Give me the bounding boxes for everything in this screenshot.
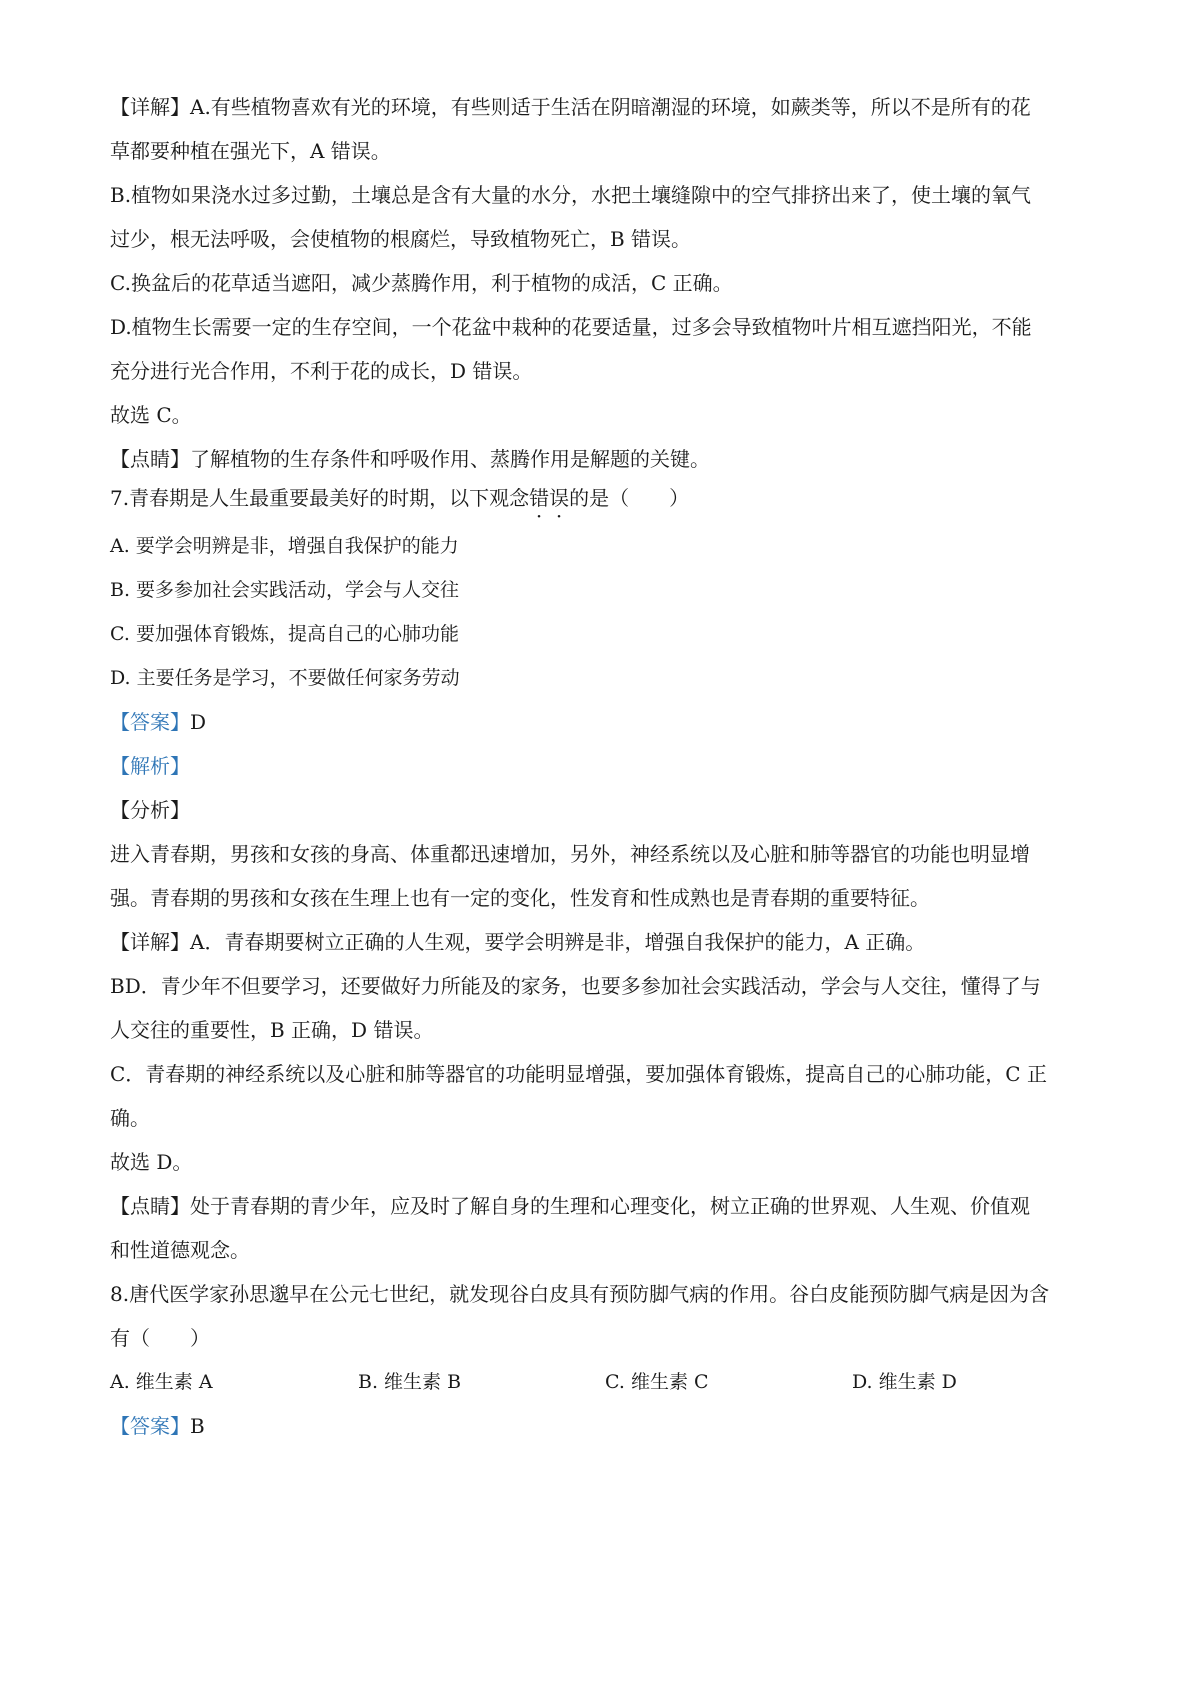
- question-7-option-c: C. 要加强体育锻炼，提高自己的心肺功能: [110, 623, 459, 645]
- fenxi-line-1: 进入青春期，男孩和女孩的身高、体重都迅速增加，另外，神经系统以及心脏和肺等器官的功能也明显增: [110, 842, 1030, 866]
- question-8-option-b: B. 维生素 B: [358, 1371, 462, 1393]
- choice-line-7: 故选 D。: [110, 1150, 193, 1174]
- answer-value: D: [190, 710, 207, 734]
- choice-line-6: 故选 C。: [110, 403, 192, 427]
- detail-d-line-2: 充分进行光合作用，不利于花的成长，D 错误。: [110, 359, 533, 383]
- detail-a-line-1: 【详解】A.有些植物喜欢有光的环境，有些则适于生活在阴暗潮湿的环境，如蕨类等，所以不是所有的花: [110, 95, 1031, 119]
- fenxi-line-2: 强。青春期的男孩和女孩在生理上也有一定的变化，性发育和性成熟也是青春期的重要特征。: [110, 886, 930, 910]
- answer-label: 【答案】: [110, 710, 190, 734]
- question-8-option-c: C. 维生素 C: [605, 1371, 709, 1393]
- fenxi-label: 【分析】: [110, 798, 190, 822]
- comment-line-7-1: 【点睛】处于青春期的青少年，应及时了解自身的生理和心理变化，树立正确的世界观、人生观、价值观: [110, 1194, 1030, 1218]
- question-8-option-d: D. 维生素 D: [852, 1371, 957, 1393]
- comment-line-6: 【点睛】了解植物的生存条件和呼吸作用、蒸腾作用是解题的关键。: [110, 447, 710, 471]
- question-7-emphasis-2: 误: [549, 486, 570, 510]
- question-7-stem-post: 的是（ ）: [569, 486, 690, 510]
- detail-a-line-q7: 【详解】A．青春期要树立正确的人生观，要学会明辨是非，增强自我保护的能力，A 正确。: [110, 930, 926, 954]
- question-7-option-a: A. 要学会明辨是非，增强自我保护的能力: [110, 535, 459, 557]
- question-8-option-a: A. 维生素 A: [110, 1371, 213, 1393]
- question-7-stem-pre: 7.青春期是人生最重要最美好的时期，以下观念: [110, 486, 530, 510]
- detail-bd-line-1: BD．青少年不但要学习，还要做好力所能及的家务，也要多参加社会实践活动，学会与人交往，懂得了与: [110, 974, 1041, 998]
- detail-bd-line-2: 人交往的重要性，B 正确，D 错误。: [110, 1018, 434, 1042]
- detail-c-line-q7-1: C．青春期的神经系统以及心脏和肺等器官的功能明显增强，要加强体育锻炼，提高自己的心肺功能，C 正: [110, 1062, 1047, 1086]
- comment-line-7-2: 和性道德观念。: [110, 1238, 250, 1262]
- question-7-option-d: D. 主要任务是学习，不要做任何家务劳动: [110, 667, 460, 689]
- question-7-stem: [110, 484, 689, 512]
- answer-label: 【答案】: [110, 1414, 190, 1438]
- detail-b-line-2: 过少，根无法呼吸，会使植物的根腐烂，导致植物死亡，B 错误。: [110, 227, 692, 251]
- question-7-emphasis-1: 错: [529, 486, 550, 510]
- question-8-stem-1: 8.唐代医学家孙思邈早在公元七世纪，就发现谷白皮具有预防脚气病的作用。谷白皮能预防脚气病是因为含: [110, 1282, 1050, 1306]
- detail-d-line-1: D.植物生长需要一定的生存空间，一个花盆中栽种的花要适量，过多会导致植物叶片相互遮挡阳光，不能: [110, 315, 1032, 339]
- question-7-option-b: B. 要多参加社会实践活动，学会与人交往: [110, 579, 460, 601]
- detail-a-line-2: 草都要种植在强光下，A 错误。: [110, 139, 391, 163]
- question-8-answer: [110, 1412, 205, 1440]
- analysis-label: 【解析】: [110, 754, 190, 778]
- detail-c-line: C.换盆后的花草适当遮阳，减少蒸腾作用，利于植物的成活，C 正确。: [110, 271, 733, 295]
- detail-c-line-q7-2: 确。: [110, 1106, 150, 1130]
- question-7-answer: [110, 708, 206, 736]
- detail-b-line-1: B.植物如果浇水过多过勤，土壤总是含有大量的水分，水把土壤缝隙中的空气排挤出来了，使土壤的氧气: [110, 183, 1032, 207]
- question-8-stem-2: 有（ ）: [110, 1326, 210, 1350]
- answer-value: B: [190, 1414, 205, 1438]
